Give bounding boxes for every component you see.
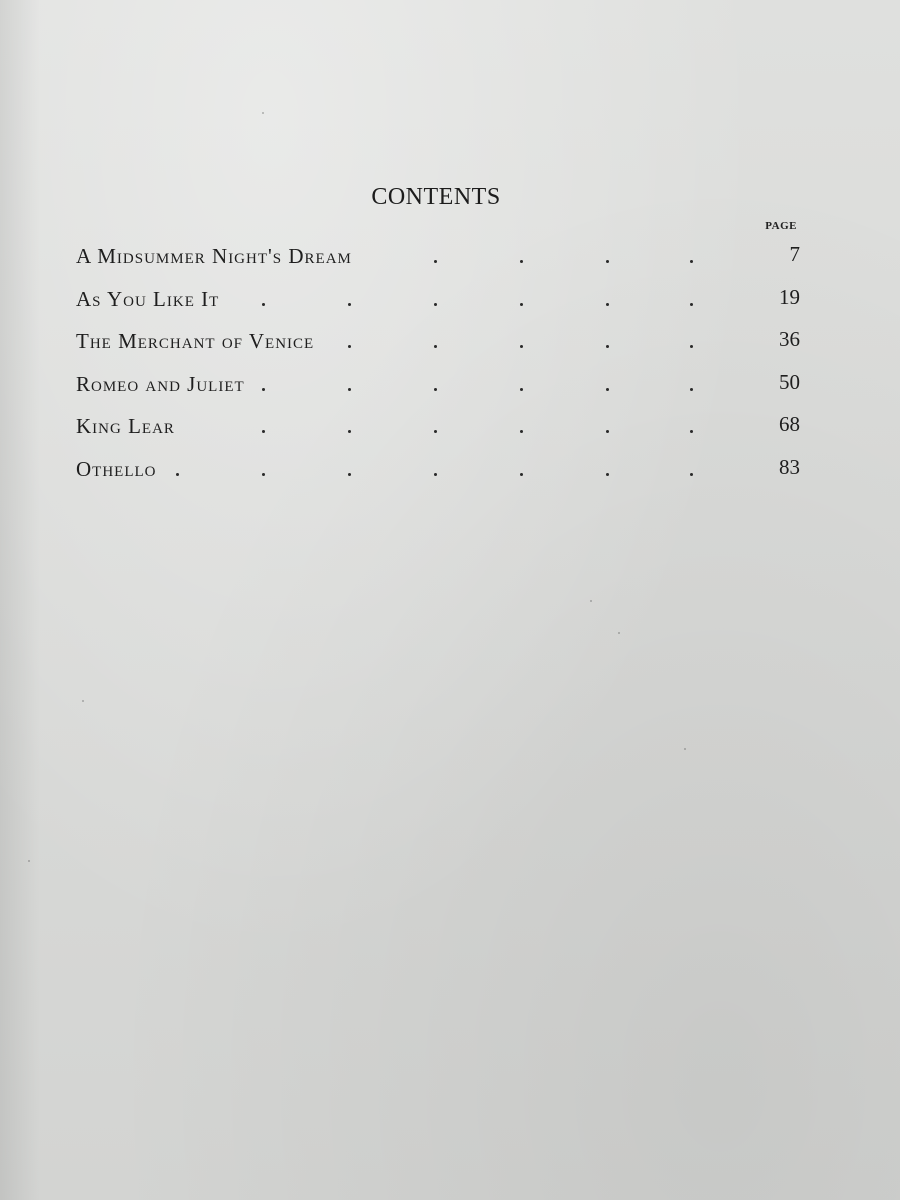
leader-dot (520, 303, 523, 306)
toc-entry-title: King Lear (76, 414, 175, 438)
leader-dot (606, 303, 609, 306)
toc-entry-title: Romeo and Juliet (76, 371, 245, 396)
toc-entry (76, 325, 800, 368)
leader-dot (348, 388, 351, 391)
leader-dot (520, 345, 523, 348)
toc-entry-title: Othello (76, 456, 157, 481)
toc-entry (76, 240, 800, 283)
toc-entry (76, 453, 800, 496)
leader-dot (348, 345, 351, 348)
toc-entry-page: 19 (779, 284, 800, 309)
leader-dot (520, 430, 523, 433)
leader-dot (520, 388, 523, 391)
paper-speck (684, 748, 686, 750)
leader-dot (434, 430, 437, 433)
leader-dot (434, 388, 437, 391)
leader-dot (262, 430, 265, 433)
leader-dot (520, 473, 523, 476)
toc-entry-page: 36 (779, 327, 800, 351)
leader-dot (690, 260, 693, 263)
toc-entry-title: A Midsummer Night's Dream (76, 244, 352, 268)
leader-dot (690, 430, 693, 433)
page-column-label: PAGE (765, 220, 797, 232)
leader-dot (348, 473, 351, 476)
leader-dot (606, 473, 609, 476)
leader-dot (434, 260, 437, 263)
leader-dot (520, 260, 523, 263)
toc-entry-page: 7 (789, 242, 800, 266)
leader-dot (348, 430, 351, 433)
paper-speck (618, 632, 620, 634)
leader-dot (690, 303, 693, 306)
toc-entry-title: As You Like It (76, 286, 220, 311)
leader-dot (606, 430, 609, 433)
toc-entry (76, 283, 800, 326)
contents-heading: CONTENTS (371, 184, 501, 210)
leader-dot (690, 473, 693, 476)
leader-dot (348, 303, 351, 306)
toc-entry-page: 68 (779, 412, 800, 436)
toc-entry (76, 368, 800, 411)
paper-speck (262, 112, 264, 114)
leader-dot (434, 303, 437, 306)
toc-entry-page: 83 (779, 454, 800, 479)
paper-speck (28, 860, 30, 862)
toc-entry (76, 410, 800, 453)
leader-dot (262, 303, 265, 306)
table-of-contents (76, 240, 800, 495)
toc-entry-title: The Merchant of Venice (76, 329, 315, 353)
leader-dot (606, 260, 609, 263)
leader-dot (606, 345, 609, 348)
leader-dot (176, 473, 179, 476)
toc-entry-page: 50 (779, 369, 800, 394)
leader-dot (434, 345, 437, 348)
paper-speck (590, 600, 592, 602)
leader-dot (434, 473, 437, 476)
paper-speck (82, 700, 84, 702)
leader-dot (690, 388, 693, 391)
leader-dot (262, 388, 265, 391)
leader-dot (262, 473, 265, 476)
leader-dot (690, 345, 693, 348)
leader-dot (606, 388, 609, 391)
